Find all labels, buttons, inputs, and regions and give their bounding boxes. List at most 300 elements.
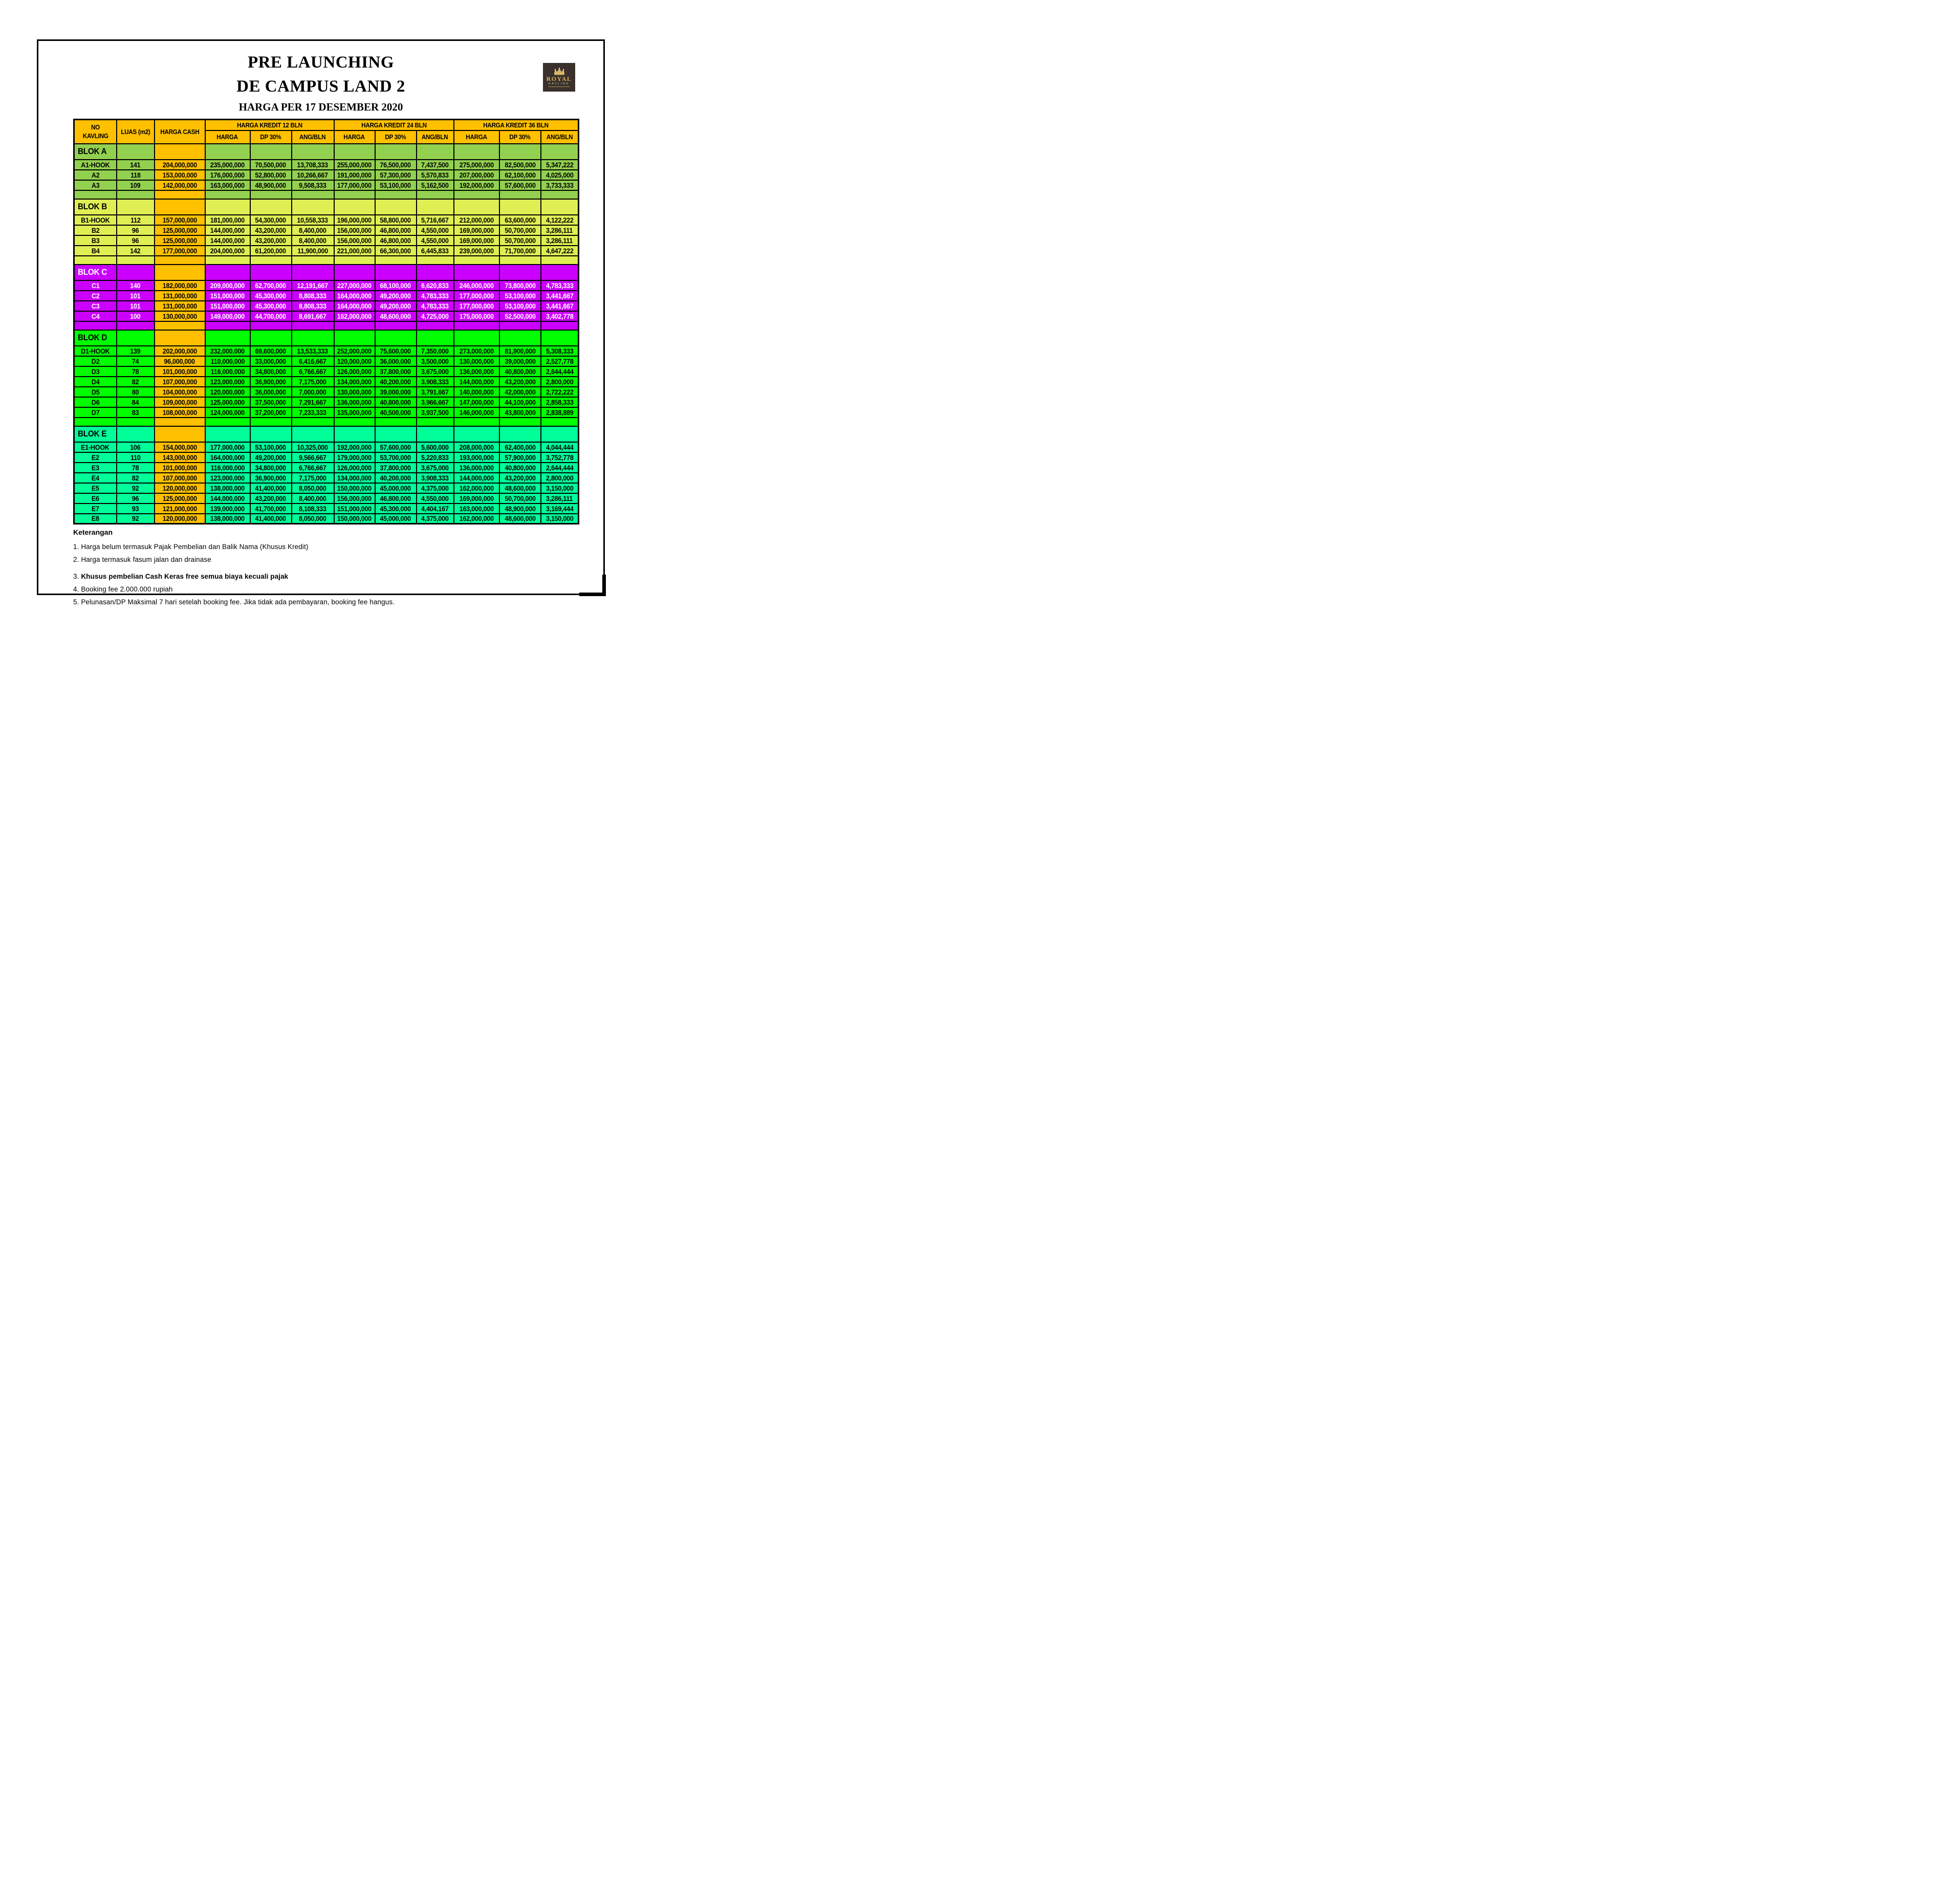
credit-price-cell: 151,000,000	[334, 504, 375, 514]
credit-price-cell: 4,647,222	[541, 246, 579, 256]
credit-price-cell: 34,800,000	[250, 366, 292, 377]
note-item-4	[73, 585, 544, 593]
kavling-cell: C1	[74, 280, 117, 291]
credit-price-cell: 57,600,000	[499, 180, 541, 190]
credit-price-cell: 144,000,000	[205, 493, 250, 504]
empty-cell	[250, 330, 292, 346]
note-item-2	[73, 556, 544, 563]
luas-cell: 84	[117, 397, 155, 407]
spacer-cell	[155, 418, 205, 426]
cash-price-cell: 107,000,000	[155, 377, 205, 387]
table-row	[74, 387, 579, 397]
header-no-kavling: NO KAVLING	[74, 120, 117, 144]
credit-price-cell: 52,500,000	[499, 311, 541, 321]
credit-price-cell: 138,000,000	[205, 514, 250, 524]
empty-cell	[499, 199, 541, 215]
credit-price-cell: 37,800,000	[375, 463, 417, 473]
luas-cell: 101	[117, 301, 155, 311]
kavling-cell: E2	[74, 452, 117, 463]
crown-icon	[553, 68, 566, 75]
table-row	[74, 493, 579, 504]
empty-cell	[541, 426, 579, 442]
credit-price-cell: 3,937,500	[417, 407, 454, 418]
spacer-cell	[155, 256, 205, 265]
credit-price-cell: 246,000,000	[454, 280, 499, 291]
credit-price-cell: 57,300,000	[375, 170, 417, 180]
luas-cell: 142	[117, 246, 155, 256]
credit-price-cell: 3,286,111	[541, 225, 579, 235]
table-row	[74, 301, 579, 311]
credit-price-cell: 4,404,167	[417, 504, 454, 514]
credit-price-cell: 8,400,000	[292, 235, 334, 246]
credit-price-cell: 192,000,000	[334, 442, 375, 452]
credit-price-cell: 130,000,000	[454, 356, 499, 366]
credit-price-cell: 2,527,778	[541, 356, 579, 366]
luas-cell: 140	[117, 280, 155, 291]
cash-price-cell: 143,000,000	[155, 452, 205, 463]
cash-price-cell: 125,000,000	[155, 225, 205, 235]
credit-price-cell: 2,644,444	[541, 366, 579, 377]
credit-price-cell: 207,000,000	[454, 170, 499, 180]
credit-price-cell: 239,000,000	[454, 246, 499, 256]
credit-price-cell: 4,025,000	[541, 170, 579, 180]
credit-price-cell: 181,000,000	[205, 215, 250, 225]
credit-price-cell: 5,600,000	[417, 442, 454, 452]
spacer-cell	[375, 190, 417, 199]
empty-cell	[250, 199, 292, 215]
credit-price-cell: 252,000,000	[334, 346, 375, 356]
empty-cell	[205, 426, 250, 442]
credit-price-cell: 44,100,000	[499, 397, 541, 407]
empty-cell	[205, 330, 250, 346]
block-label-cell: BLOK D	[74, 330, 117, 346]
spacer-cell	[541, 256, 579, 265]
header-sub-0-2: ANG/BLN	[292, 130, 334, 144]
table-row	[74, 452, 579, 463]
credit-price-cell: 40,200,000	[375, 377, 417, 387]
block-label-cell: BLOK E	[74, 426, 117, 442]
credit-price-cell: 37,800,000	[375, 366, 417, 377]
empty-cell	[155, 199, 205, 215]
credit-price-cell: 46,800,000	[375, 235, 417, 246]
luas-cell: 109	[117, 180, 155, 190]
spacer-cell	[375, 418, 417, 426]
credit-price-cell: 43,200,000	[250, 225, 292, 235]
credit-price-cell: 3,286,111	[541, 235, 579, 246]
luas-cell: 93	[117, 504, 155, 514]
kavling-cell: D3	[74, 366, 117, 377]
block-label-cell: BLOK B	[74, 199, 117, 215]
cash-price-cell: 157,000,000	[155, 215, 205, 225]
kavling-cell: E5	[74, 483, 117, 493]
block-label-cell: BLOK C	[74, 265, 117, 280]
spacer-cell	[292, 418, 334, 426]
cash-price-cell: 120,000,000	[155, 483, 205, 493]
credit-price-cell: 136,000,000	[454, 366, 499, 377]
credit-price-cell: 140,000,000	[454, 387, 499, 397]
credit-price-cell: 130,000,000	[334, 387, 375, 397]
spacer-cell	[417, 256, 454, 265]
credit-price-cell: 7,437,500	[417, 160, 454, 170]
kavling-cell: E6	[74, 493, 117, 504]
credit-price-cell: 8,050,000	[292, 483, 334, 493]
cash-price-cell: 96,000,000	[155, 356, 205, 366]
credit-price-cell: 57,900,000	[499, 452, 541, 463]
credit-price-cell: 7,350,000	[417, 346, 454, 356]
empty-cell	[375, 144, 417, 160]
kavling-cell: B2	[74, 225, 117, 235]
credit-price-cell: 3,908,333	[417, 473, 454, 483]
table-row	[74, 225, 579, 235]
credit-price-cell: 7,175,000	[292, 473, 334, 483]
credit-price-cell: 45,000,000	[375, 483, 417, 493]
empty-cell	[541, 199, 579, 215]
empty-cell	[334, 426, 375, 442]
spacer-cell	[541, 321, 579, 330]
empty-cell	[292, 330, 334, 346]
credit-price-cell: 75,600,000	[375, 346, 417, 356]
credit-price-cell: 58,800,000	[375, 215, 417, 225]
cash-price-cell: 101,000,000	[155, 366, 205, 377]
table-row	[74, 356, 579, 366]
header-credit-group-2: HARGA KREDIT 36 BLN	[454, 120, 579, 130]
cash-price-cell: 120,000,000	[155, 514, 205, 524]
kavling-cell: D6	[74, 397, 117, 407]
credit-price-cell: 53,700,000	[375, 452, 417, 463]
note-item-5	[73, 598, 544, 606]
empty-cell	[454, 199, 499, 215]
credit-price-cell: 52,800,000	[250, 170, 292, 180]
empty-cell	[155, 144, 205, 160]
header-sub-2-2: ANG/BLN	[541, 130, 579, 144]
luas-cell: 78	[117, 463, 155, 473]
credit-price-cell: 43,200,000	[250, 493, 292, 504]
credit-price-cell: 191,000,000	[334, 170, 375, 180]
credit-price-cell: 164,000,000	[334, 291, 375, 301]
credit-price-cell: 71,700,000	[499, 246, 541, 256]
credit-price-cell: 46,800,000	[375, 493, 417, 504]
luas-cell: 82	[117, 377, 155, 387]
spacer-cell	[74, 321, 117, 330]
empty-cell	[117, 199, 155, 215]
luas-cell: 80	[117, 387, 155, 397]
credit-price-cell: 273,000,000	[454, 346, 499, 356]
credit-price-cell: 5,570,833	[417, 170, 454, 180]
credit-price-cell: 5,308,333	[541, 346, 579, 356]
spacer-cell	[541, 418, 579, 426]
credit-price-cell: 4,550,000	[417, 235, 454, 246]
table-row	[74, 483, 579, 493]
luas-cell: 106	[117, 442, 155, 452]
spacer-cell	[250, 321, 292, 330]
credit-price-cell: 212,000,000	[454, 215, 499, 225]
credit-price-cell: 144,000,000	[205, 225, 250, 235]
header-sub-0-0: HARGA	[205, 130, 250, 144]
empty-cell	[375, 330, 417, 346]
empty-cell	[499, 426, 541, 442]
header-sub-0-1: DP 30%	[250, 130, 292, 144]
empty-cell	[499, 144, 541, 160]
spacer-cell	[499, 256, 541, 265]
credit-price-cell: 3,169,444	[541, 504, 579, 514]
spacer-cell	[454, 321, 499, 330]
credit-price-cell: 5,347,222	[541, 160, 579, 170]
credit-price-cell: 136,000,000	[454, 463, 499, 473]
price-date-line: HARGA PER 17 DESEMBER 2020	[238, 101, 403, 113]
cash-price-cell: 104,000,000	[155, 387, 205, 397]
empty-cell	[499, 330, 541, 346]
luas-cell: 139	[117, 346, 155, 356]
luas-cell: 96	[117, 493, 155, 504]
table-row	[74, 514, 579, 524]
credit-price-cell: 4,783,333	[417, 291, 454, 301]
header-group-row	[74, 120, 579, 130]
credit-price-cell: 2,722,222	[541, 387, 579, 397]
table-row	[74, 280, 579, 291]
spacer-cell	[292, 321, 334, 330]
credit-price-cell: 125,000,000	[205, 397, 250, 407]
credit-price-cell: 123,000,000	[205, 377, 250, 387]
cash-price-cell: 125,000,000	[155, 235, 205, 246]
spacer-cell	[74, 418, 117, 426]
empty-cell	[292, 144, 334, 160]
credit-price-cell: 221,000,000	[334, 246, 375, 256]
header-sub-1-1: DP 30%	[375, 130, 417, 144]
credit-price-cell: 13,533,333	[292, 346, 334, 356]
spacer-row	[74, 190, 579, 199]
spacer-cell	[205, 418, 250, 426]
block-label-cell: BLOK A	[74, 144, 117, 160]
cash-price-cell: 121,000,000	[155, 504, 205, 514]
table-row	[74, 180, 579, 190]
flyer-page	[0, 0, 647, 634]
credit-price-cell: 227,000,000	[334, 280, 375, 291]
credit-price-cell: 33,000,000	[250, 356, 292, 366]
credit-price-cell: 134,000,000	[334, 377, 375, 387]
credit-price-cell: 73,800,000	[499, 280, 541, 291]
credit-price-cell: 204,000,000	[205, 246, 250, 256]
credit-price-cell: 39,000,000	[499, 356, 541, 366]
empty-cell	[117, 144, 155, 160]
credit-price-cell: 144,000,000	[454, 473, 499, 483]
kavling-cell: B1-HOOK	[74, 215, 117, 225]
kavling-cell: C4	[74, 311, 117, 321]
credit-price-cell: 255,000,000	[334, 160, 375, 170]
header-credit-group-0: HARGA KREDIT 12 BLN	[205, 120, 334, 130]
credit-price-cell: 192,000,000	[454, 180, 499, 190]
empty-cell	[292, 199, 334, 215]
table-row	[74, 215, 579, 225]
credit-price-cell: 48,900,000	[499, 504, 541, 514]
block-label-row	[74, 330, 579, 346]
credit-price-cell: 41,700,000	[250, 504, 292, 514]
empty-cell	[117, 265, 155, 280]
luas-cell: 112	[117, 215, 155, 225]
credit-price-cell: 110,000,000	[205, 356, 250, 366]
header-sub-1-2: ANG/BLN	[417, 130, 454, 144]
credit-price-cell: 62,400,000	[499, 442, 541, 452]
spacer-cell	[155, 321, 205, 330]
credit-price-cell: 8,050,000	[292, 514, 334, 524]
credit-price-cell: 36,000,000	[375, 356, 417, 366]
credit-price-cell: 5,220,833	[417, 452, 454, 463]
table-row	[74, 463, 579, 473]
credit-price-cell: 3,150,000	[541, 483, 579, 493]
cash-price-cell: 125,000,000	[155, 493, 205, 504]
spacer-row	[74, 418, 579, 426]
price-table	[73, 119, 579, 524]
title-block	[38, 53, 603, 114]
credit-price-cell: 54,300,000	[250, 215, 292, 225]
credit-price-cell: 169,000,000	[454, 235, 499, 246]
credit-price-cell: 76,500,000	[375, 160, 417, 170]
credit-price-cell: 62,100,000	[499, 170, 541, 180]
kavling-cell: E4	[74, 473, 117, 483]
spacer-cell	[292, 190, 334, 199]
credit-price-cell: 3,733,333	[541, 180, 579, 190]
credit-price-cell: 8,808,333	[292, 301, 334, 311]
luas-cell: 118	[117, 170, 155, 180]
credit-price-cell: 169,000,000	[454, 493, 499, 504]
spacer-cell	[334, 418, 375, 426]
credit-price-cell: 8,691,667	[292, 311, 334, 321]
credit-price-cell: 6,620,833	[417, 280, 454, 291]
credit-price-cell: 42,000,000	[499, 387, 541, 397]
cash-price-cell: 154,000,000	[155, 442, 205, 452]
table-row	[74, 346, 579, 356]
credit-price-cell: 50,700,000	[499, 235, 541, 246]
credit-price-cell: 61,200,000	[250, 246, 292, 256]
credit-price-cell: 2,800,000	[541, 473, 579, 483]
credit-price-cell: 4,375,000	[417, 514, 454, 524]
credit-price-cell: 156,000,000	[334, 225, 375, 235]
credit-price-cell: 49,200,000	[375, 301, 417, 311]
credit-price-cell: 177,000,000	[454, 291, 499, 301]
credit-price-cell: 10,558,333	[292, 215, 334, 225]
credit-price-cell: 164,000,000	[205, 452, 250, 463]
empty-cell	[205, 199, 250, 215]
credit-price-cell: 62,700,000	[250, 280, 292, 291]
table-row	[74, 473, 579, 483]
luas-cell: 110	[117, 452, 155, 463]
note-number: 5.	[73, 598, 81, 606]
spacer-cell	[250, 190, 292, 199]
credit-price-cell: 6,766,667	[292, 366, 334, 377]
credit-price-cell: 144,000,000	[454, 377, 499, 387]
credit-price-cell: 4,725,000	[417, 311, 454, 321]
credit-price-cell: 34,800,000	[250, 463, 292, 473]
spacer-cell	[499, 321, 541, 330]
empty-cell	[454, 144, 499, 160]
cash-price-cell: 109,000,000	[155, 397, 205, 407]
credit-price-cell: 45,300,000	[250, 291, 292, 301]
empty-cell	[250, 144, 292, 160]
spacer-cell	[334, 321, 375, 330]
luas-cell: 82	[117, 473, 155, 483]
credit-price-cell: 116,000,000	[205, 366, 250, 377]
logo-brand-bottom: KAVLING	[549, 82, 570, 87]
notes-list	[73, 543, 544, 606]
spacer-cell	[117, 321, 155, 330]
cash-price-cell: 131,000,000	[155, 291, 205, 301]
credit-price-cell: 39,000,000	[375, 387, 417, 397]
frame-corner-artifact	[602, 575, 606, 596]
cash-price-cell: 177,000,000	[155, 246, 205, 256]
credit-price-cell: 8,808,333	[292, 291, 334, 301]
credit-price-cell: 82,500,000	[499, 160, 541, 170]
empty-cell	[250, 426, 292, 442]
credit-price-cell: 53,100,000	[250, 442, 292, 452]
empty-cell	[334, 199, 375, 215]
credit-price-cell: 144,000,000	[205, 235, 250, 246]
kavling-cell: C2	[74, 291, 117, 301]
empty-cell	[417, 265, 454, 280]
table-row	[74, 397, 579, 407]
spacer-cell	[155, 190, 205, 199]
empty-cell	[250, 265, 292, 280]
credit-price-cell: 49,200,000	[250, 452, 292, 463]
note-number: 1.	[73, 543, 81, 551]
credit-price-cell: 37,200,000	[250, 407, 292, 418]
kavling-cell: B3	[74, 235, 117, 246]
credit-price-cell: 10,266,667	[292, 170, 334, 180]
spacer-cell	[205, 190, 250, 199]
credit-price-cell: 68,100,000	[375, 280, 417, 291]
spacer-cell	[250, 418, 292, 426]
note-number: 4.	[73, 585, 81, 593]
empty-cell	[205, 144, 250, 160]
credit-price-cell: 150,000,000	[334, 514, 375, 524]
page-title: PRE LAUNCHING	[247, 53, 395, 72]
credit-price-cell: 5,162,500	[417, 180, 454, 190]
luas-cell: 141	[117, 160, 155, 170]
kavling-cell: C3	[74, 301, 117, 311]
credit-price-cell: 45,300,000	[375, 504, 417, 514]
credit-price-cell: 3,441,667	[541, 291, 579, 301]
credit-price-cell: 164,000,000	[334, 301, 375, 311]
empty-cell	[541, 144, 579, 160]
credit-price-cell: 5,716,667	[417, 215, 454, 225]
spacer-cell	[499, 418, 541, 426]
empty-cell	[334, 144, 375, 160]
spacer-cell	[375, 256, 417, 265]
empty-cell	[454, 426, 499, 442]
credit-price-cell: 69,600,000	[250, 346, 292, 356]
credit-price-cell: 150,000,000	[334, 483, 375, 493]
credit-price-cell: 3,500,000	[417, 356, 454, 366]
kavling-cell: E3	[74, 463, 117, 473]
logo-brand-top: ROYAL	[546, 75, 572, 82]
credit-price-cell: 3,402,778	[541, 311, 579, 321]
spacer-cell	[292, 256, 334, 265]
credit-price-cell: 6,416,667	[292, 356, 334, 366]
spacer-cell	[499, 190, 541, 199]
credit-price-cell: 8,400,000	[292, 493, 334, 504]
table-row	[74, 407, 579, 418]
spacer-row	[74, 256, 579, 265]
credit-price-cell: 3,675,000	[417, 463, 454, 473]
empty-cell	[375, 199, 417, 215]
credit-price-cell: 9,566,667	[292, 452, 334, 463]
credit-price-cell: 6,445,833	[417, 246, 454, 256]
luas-cell: 83	[117, 407, 155, 418]
block-label-row	[74, 144, 579, 160]
empty-cell	[334, 265, 375, 280]
cash-price-cell: 202,000,000	[155, 346, 205, 356]
credit-price-cell: 208,000,000	[454, 442, 499, 452]
credit-price-cell: 126,000,000	[334, 366, 375, 377]
credit-price-cell: 156,000,000	[334, 235, 375, 246]
